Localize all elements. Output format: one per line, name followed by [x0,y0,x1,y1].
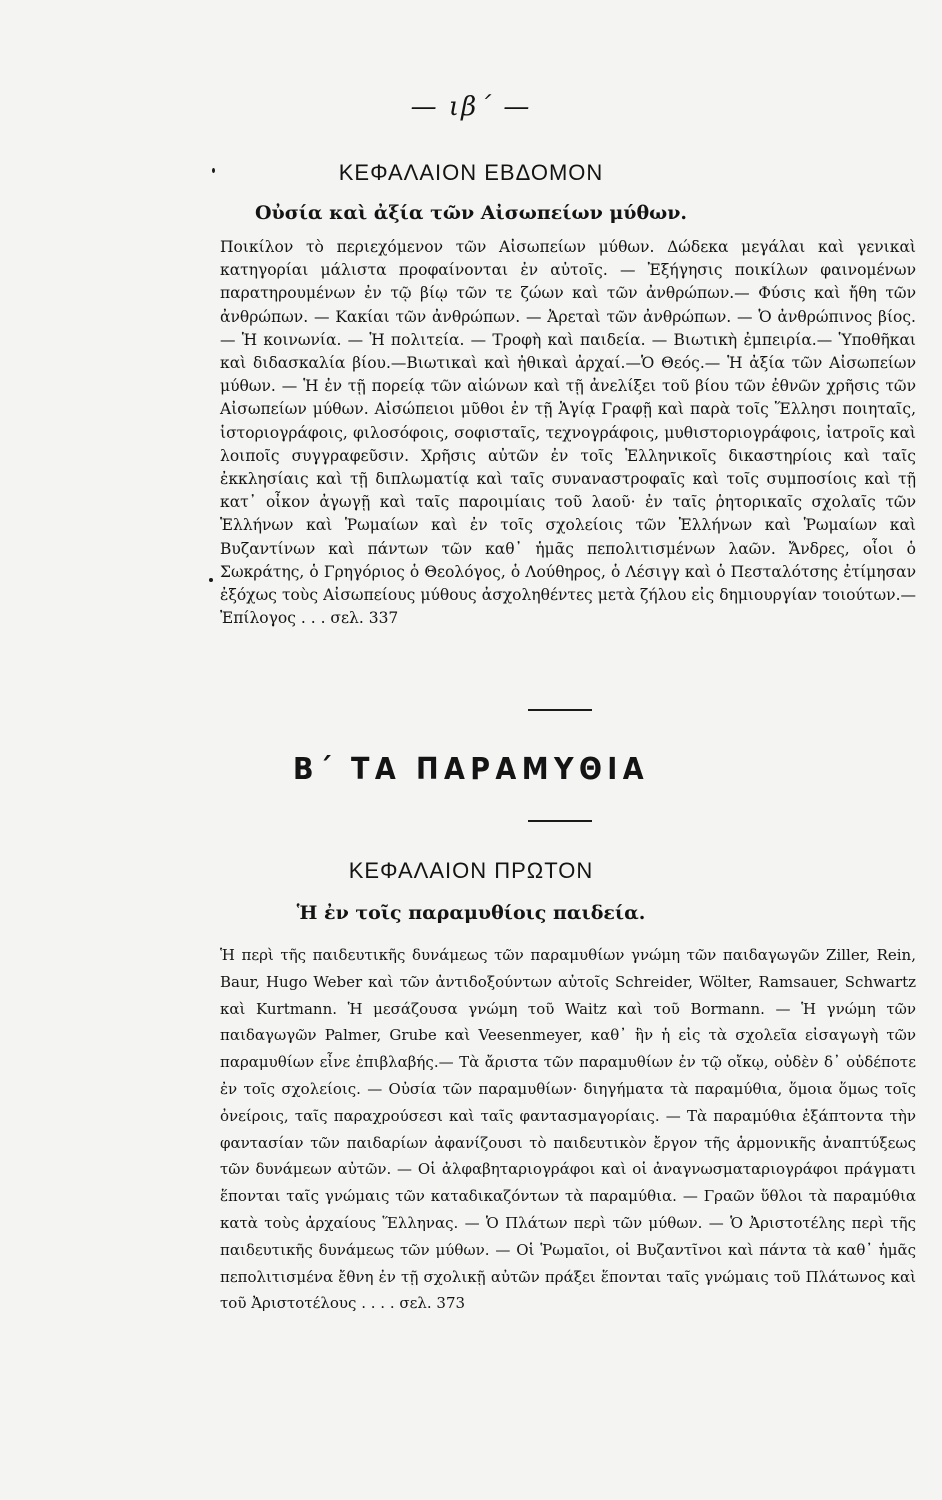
chapter-seven-page-ref: . . . σελ. 337 [300,609,399,628]
scan-speck [209,578,213,582]
part-title: Β΄ ΤΑ ΠΑΡΑΜΥΘΙΑ [292,752,650,787]
chapter-seven-subtitle: Οὐσία καὶ ἀξία τῶν Αἰσωπείων μύθων. [254,202,688,224]
chapter-one-summary-text: Ἡ περὶ τῆς παιδευτικῆς δυνάμεως τῶν παραμυθίων γνώμη τῶν παιδαγωγῶν Ziller, Rein, Baur, Hugo Weber καὶ τῶν ἀντιδοξούντων αὐτοῖς Schreider, Wölter, Ramsauer, Schwartz καὶ Kurtmann. Ἡ μεσάζουσα γνώμη τοῦ Waitz καὶ τοῦ Bormann. — Ἡ γνώμη τῶν παιδαγωγῶν Palmer, Grube καὶ Veesenmeyer, καθ᾽ ἣν ἡ εἰς τὰ σχολεῖα εἰσαγωγὴ τῶν παραμυθίων εἶνε ἐπιβλαβής.— Τὰ ἄριστα τῶν παραμυθίων ἐν τῷ οἴκῳ, οὐδὲν δ᾽ οὐδέποτε ἐν τοῖς σχολείοις. — Οὐσία τῶν παραμυθίων· διηγήματα τὰ παραμύθια, ὅμοια ὅμως τοῖς ὀνείροις, ταῖς παραχρούσεσι καὶ ταῖς φαντασμαγορίαις. — Τὰ παραμύθια ἐξάπτοντα τὴν φαντασίαν τῶν παιδαρίων ἀφανίζουσι τὸ παιδευτικὸν ἔργον τῆς ἁρμονικῆς ἀναπτύξεως τῶν δυνάμεων αὐτῶν. — Οἱ ἀλφαβηταριογράφοι καὶ οἱ ἀναγνωσματαριογράφοι πράγματι ἕπονται ταῖς γνώμαις τῶν καταδικαζόντων τὰ παραμύθια. — Γραῶν ὕθλοι τὰ παραμύθια κατὰ τοὺς ἀρχαίους Ἕλληνας. — Ὁ Πλάτων περὶ τῶν μύθων. — Ὁ Ἀριστοτέλης περὶ τῆς παιδευτικῆς δυνάμεως τῶν μύθων. — Οἱ Ῥωμαῖοι, οἱ Βυζαντῖνοι καὶ πάντα τὰ καθ᾽ ἡμᾶς πεπολιτισμένα ἔθνη ἐν τῇ σχολικῇ αὐτῶν πράξει ἕπονται ταῖς γνώμαις τοῦ Πλάτωνος καὶ τοῦ Ἀριστοτέλους [220,946,916,1313]
chapter-seven-summary [220,236,916,630]
chapter-seven-heading: ΚΕΦΑΛΑΙΟΝ ΕΒΔΟΜΟΝ [338,160,604,185]
page-number: — ιβ΄ — [410,92,532,122]
chapter-seven-summary-text: Ποικίλον τὸ περιεχόμενον τῶν Αἰσωπείων μύθων. Δώδεκα μεγάλαι καὶ γενικαὶ κατηγορίαι μάλιστα προφαίνονται ἐν αὐτοῖς. — Ἐξήγησις ποικίλων φαινομένων παρατηρουμένων ἐν τῷ βίῳ τῶν τε ζώων καὶ τῶν ἀνθρώπων.— Φύσις καὶ ἤθη τῶν ἀνθρώπων. — Κακίαι τῶν ἀνθρώπων. — Ἀρεταὶ τῶν ἀνθρώπων. — Ὁ ἀνθρώπινος βίος. — Ἡ κοινωνία. — Ἡ πολιτεία. — Τροφὴ καὶ παιδεία. — Βιωτικὴ ἐμπειρία.— Ὑποθῆκαι καὶ διδασκαλία βίου.—Βιωτικαὶ καὶ ἠθικαὶ ἀρχαί.—Ὁ Θεός.— Ἡ ἀξία τῶν Αἰσωπείων μύθων. — Ἡ ἐν τῇ πορείᾳ τῶν αἰώνων καὶ τῇ ἀνελίξει τοῦ βίου τῶν ἐθνῶν χρῆσις τῶν Αἰσωπείων μύθων. Αἰσώπειοι μῦθοι ἐν τῇ Ἁγίᾳ Γραφῇ καὶ παρὰ τοῖς Ἕλλησι ποιηταῖς, ἱστοριογράφοις, φιλοσόφοις, σοφισταῖς, τεχνογράφοις, μυθιστοριογράφοις, ἰατροῖς καὶ λοιποῖς συγγραφεῦσιν. Χρῆσις αὐτῶν ἐν τοῖς Ἑλληνικοῖς δικαστηρίοις καὶ ταῖς ἐκκλησίαις καὶ τῇ διπλωματίᾳ καὶ ταῖς συναναστροφαῖς καὶ τοῖς συμποσίοις καὶ τῇ κατ᾽ οἶκον ἀγωγῇ καὶ ταῖς παροιμίαις τοῦ λαοῦ· ἐν ταῖς ῥητορικαῖς σχολαῖς τῶν Ἑλλήνων καὶ Ῥωμαίων καὶ ἐν τοῖς σχολείοις τῶν Ἑλλήνων καὶ Ῥωμαίων καὶ Βυζαντίνων καὶ πάντων τῶν καθ᾽ ἡμᾶς πεπολιτισμένων λαῶν. Ἄνδρες, οἷοι ὁ Σωκράτης, ὁ Γρηγόριος ὁ Θεολόγος, ὁ Λούθηρος, ὁ Λέσιγγ καὶ ὁ Πεσταλότσης ἐτίμησαν ἐξόχως τοὺς Αἰσωπείους μύθους ἀσχοληθέντες μετὰ ζήλου εἰς δημιουργίαν τοιούτων.— Ἐπίλογος [220,238,916,628]
chapter-one-page-ref: . . . . σελ. 373 [361,1294,466,1313]
section-divider-bottom [528,820,592,822]
scan-speck [212,168,215,173]
chapter-one-subtitle: Ἡ ἐν τοῖς παραμυθίοις παιδεία. [296,902,646,924]
section-divider-top [528,709,592,711]
chapter-one-heading: ΚΕΦΑΛΑΙΟΝ ΠΡΩΤΟΝ [348,858,594,883]
chapter-one-summary [220,942,916,1317]
